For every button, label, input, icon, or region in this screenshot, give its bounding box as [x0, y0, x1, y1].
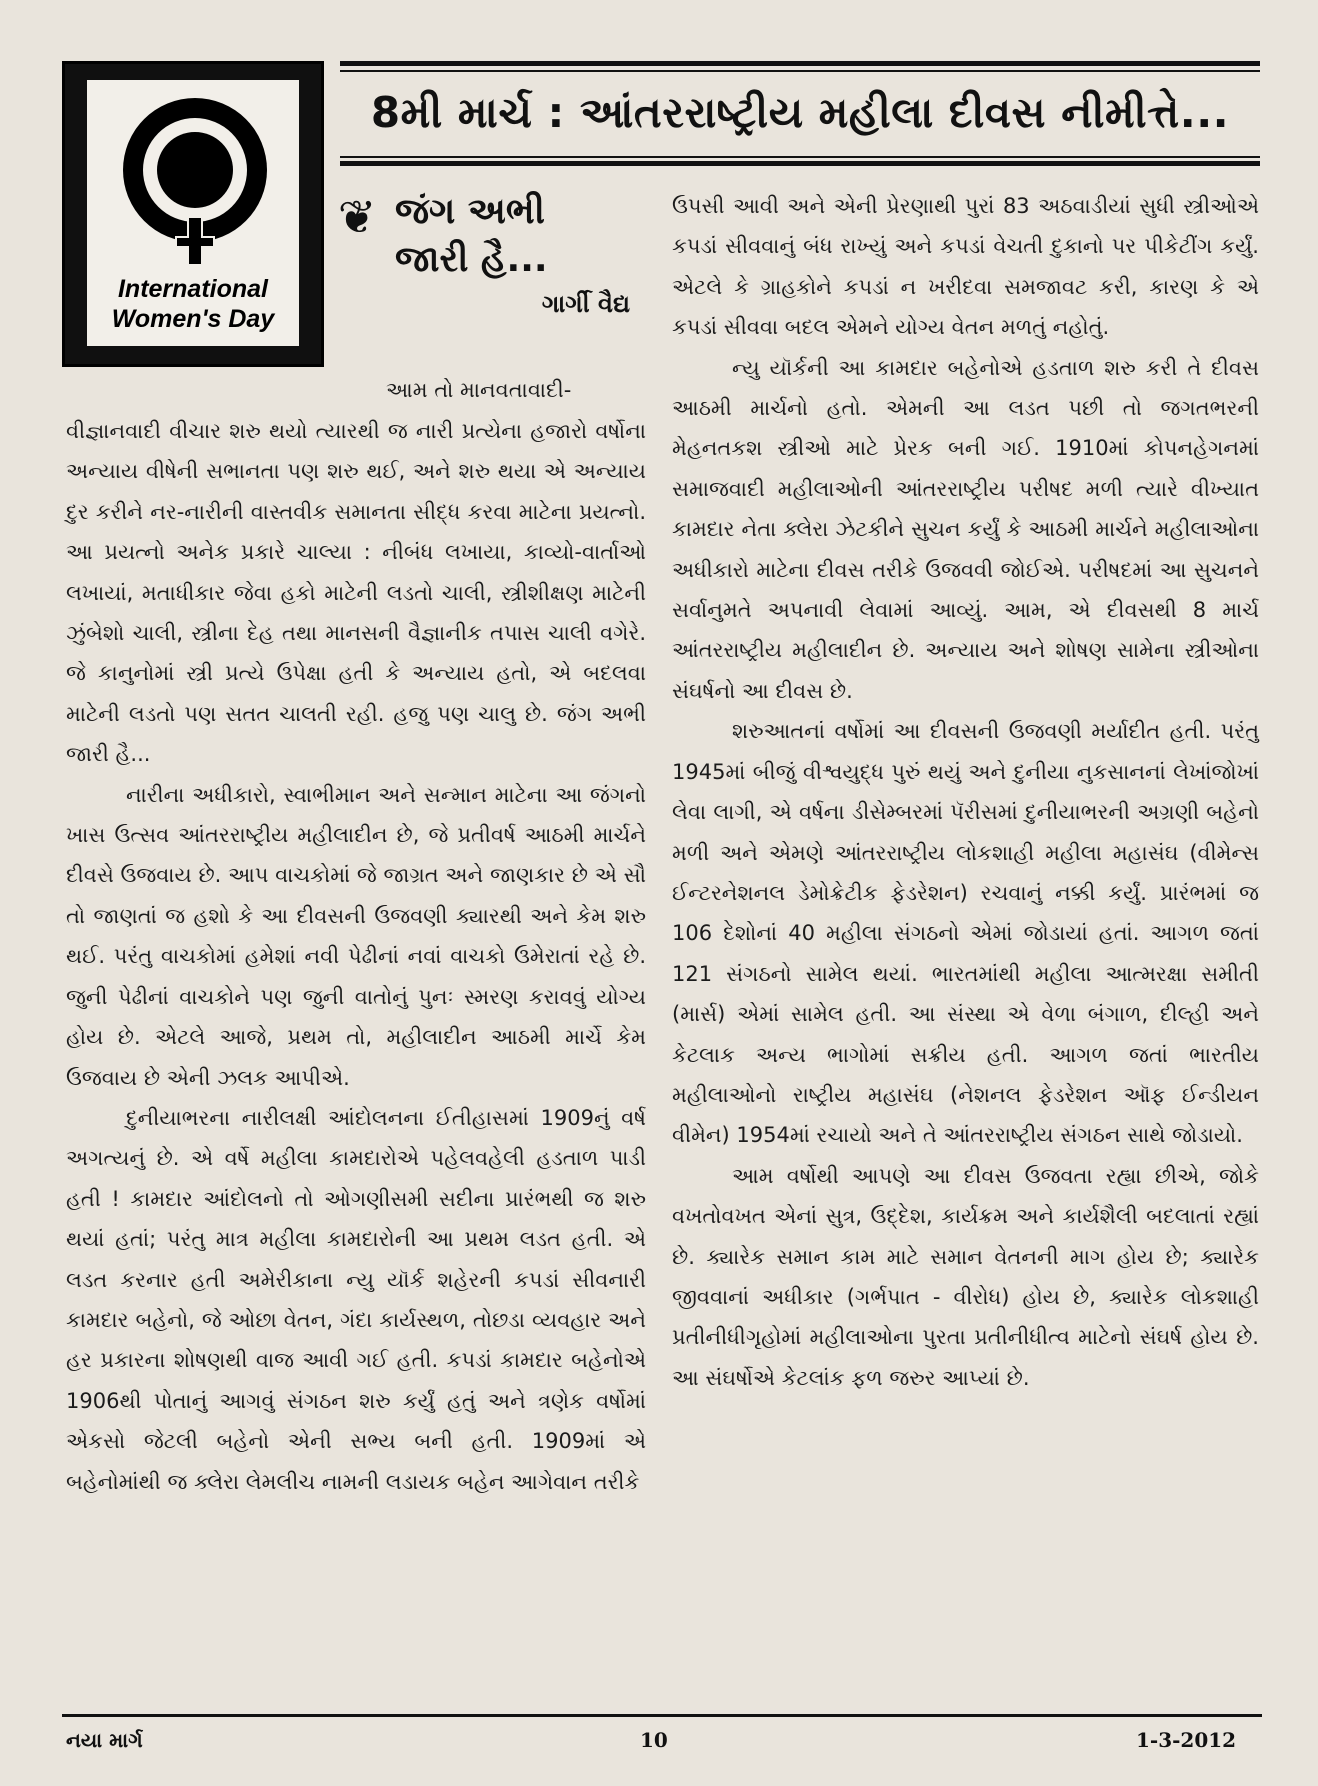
headline-bottom-rule-thin	[340, 156, 1260, 158]
author-name: ગાર્ગી વૈદ્ય	[541, 290, 630, 318]
logo-caption-line1: International	[117, 275, 268, 303]
footer-rule	[62, 1714, 1262, 1717]
logo-caption-line2: Women's Day	[111, 305, 275, 333]
paragraph: શરુઆતનાં વર્ષોમાં આ દીવસની ઉજવણી મર્યાદીત હતી. પરંતુ 1945માં બીજું વીશ્વયુદ્ધ પુરું થયું અને દુનીયા નુકસાનનાં લેખાંજોખાં લેવા લાગી, એ વર્ષના ડીસેમ્બરમાં પૅરીસમાં દુનીયાભરની અગ્રણી બહેનો મળી અને એમણે આંતરરાષ્ટ્રીય લોકશાહી મહીલા મહાસંઘ (વીમેન્સ ઈન્ટરનેશનલ ડેમોક્રેટીક ફેડરેશન) રચવાનું નક્કી કર્યું. પ્રારંભમાં જ 106 દેશોનાં 40 મહીલા સંગઠનો એમાં જોડાયાં હતાં. આગળ જતાં 121 સંગઠનો સામેલ થયાં. ભારતમાંથી મહીલા આત્મરક્ષા સમીતી (માર્સ) એમાં સામેલ હતી. આ સંસ્થા એ વેળા બંગાળ, દીલ્હી અને કેટલાક અન્ય ભાગોમાં સક્રીય હતી. આગળ જતાં ભારતીય મહીલાઓનો રાષ્ટ્રીય મહાસંઘ (નેશનલ ફેડરેશન ઑફ ઈન્ડીયન વીમેન) 1954માં રચાયો અને તે આંતરરાષ્ટ્રીય સંગઠન સાથે જોડાયો.	[672, 719, 1259, 1148]
womens-day-logo	[62, 61, 324, 367]
logo-panel	[87, 80, 299, 346]
paragraph: ન્યુ યૉર્કની આ કામદાર બહેનોએ હડતાળ શરુ કરી તે દીવસ આઠમી માર્ચનો હતો. એમની આ લડત પછી તો જગતભરની મેહનતકશ સ્ત્રીઓ માટે પ્રેરક બની ગઈ. 1910માં કોપનહેગનમાં સમાજવાદી મહીલાઓની આંતરરાષ્ટ્રીય પરીષદ મળી ત્યારે વીખ્યાત કામદાર નેતા ક્લેરા ઝેટકીને સુચન કર્યું કે આઠમી માર્ચને મહીલાઓના અધીકારો માટેના દીવસ તરીકે ઉજવવી જોઈએ. પરીષદમાં આ સુચનને સર્વાનુમતે અપનાવી લેવામાં આવ્યું. આમ, એ દીવસથી 8 માર્ચ આંતરરાષ્ટ્રીય મહીલાદીન છે. અન્યાય અને શોષણ સામેના સ્ત્રીઓના સંઘર્ષનો આ દીવસ છે.	[672, 355, 1259, 703]
left-column-opening	[66, 370, 646, 410]
paragraph: નારીના અધીકારો, સ્વાભીમાન અને સન્માન માટેના આ જંગનો ખાસ ઉત્સવ આંતરરાષ્ટ્રીય મહીલાદીન છે, જે પ્રતીવર્ષ આઠમી માર્ચને દીવસે ઉજવાય છે. આપ વાચકોમાં જે જાગ્રત અને જાણકાર છે એ સૌ તો જાણતાં જ હશો કે આ દીવસની ઉજવણી ક્યારથી અને કેમ શરુ થઈ. પરંતુ વાચકોમાં હમેશાં નવી પેઢીનાં નવાં વાચકો ઉમેરાતાં રહે છે. જુની પેઢીનાં વાચકોને પણ જુની વાતોનું પુનઃ સ્મરણ કરાવવું યોગ્ય હોય છે. એટલે આજે, પ્રથમ તો, મહીલાદીન આઠમી માર્ચે કેમ ઉજવાય છે એની ઝલક આપીએ.	[66, 782, 646, 1090]
subtitle-line2: જારી હૈ...	[395, 239, 548, 280]
footer-page-number: 10	[640, 1728, 668, 1752]
paragraph: વીજ્ઞાનવાદી વીચાર શરુ થયો ત્યારથી જ નારી પ્રત્યેના હજારો વર્ષોના અન્યાય વીષેની સભાનતા પણ શરુ થઈ, અને શરુ થયા એ અન્યાય દુર કરીને નર-નારીની વાસ્તવીક સમાનતા સીદ્ધ કરવા માટેના પ્રયત્નો. આ પ્રયત્નો અનેક પ્રકારે ચાલ્યા : નીબંધ લખાયા, કાવ્યો-વાર્તાઓ લખાયાં, મતાધીકાર જેવા હકો માટેની લડતો ચાલી, સ્ત્રીશીક્ષણ માટેની ઝુંબેશો ચાલી, સ્ત્રીના દેહ તથા માનસની વૈજ્ઞાનીક તપાસ ચાલી વગેરે. જે કાનુનોમાં સ્ત્રી પ્રત્યે ઉપેક્ષા હતી કે અન્યાય હતો, એ બદલવા માટેની લડતો પણ સતત ચાલતી રહી. હજુ પણ ચાલુ છે. જંગ અભી જારી હૈ...	[66, 419, 646, 767]
paragraph: ઉપસી આવી અને એની પ્રેરણાથી પુરાં 83 અઠવાડીયાં સુધી સ્ત્રીઓએ કપડાં સીવવાનું બંધ રાખ્યું અને કપડાં વેચતી દુકાનો પર પીકેટીંગ કર્યું. એટલે કે ગ્રાહકોને કપડાં ન ખરીદવા સમજાવટ કરી, કારણ કે એ કપડાં સીવવા બદલ એમને યોગ્ય વેતન મળતું નહોતું.	[672, 194, 1259, 340]
subtitle-line1: જંગ અભી	[395, 191, 545, 232]
headline-top-rule	[340, 61, 1260, 66]
footer-date: 1-3-2012	[1136, 1728, 1237, 1752]
headline-bottom-rule	[340, 161, 1260, 166]
page-headline: 8મી માર્ચ : આંતરરાષ્ટ્રીય મહીલા દીવસ નીમીત્તે...	[370, 88, 1230, 137]
paragraph: આમ વર્ષોથી આપણે આ દીવસ ઉજવતા રહ્યા છીએ, જોકે વખતોવખત એનાં સુત્ર, ઉદ્દેશ, કાર્યક્રમ અને કાર્યશૈલી બદલાતાં રહ્યાં છે. ક્યારેક સમાન કામ માટે સમાન વેતનની માગ હોય છે; ક્યારેક જીવવાનાં અધીકાર (ગર્ભપાત - વીરોધ) હોય છે, ક્યારેક લોકશાહી પ્રતીનીધીગૃહોમાં મહીલાઓના પુરતા પ્રતીનીધીત્વ માટેનો સંઘર્ષ હોય છે. આ સંઘર્ષોએ કેટલાંક ફળ જરુર આપ્યાં છે.	[672, 1163, 1259, 1390]
footer-publication: નયા માર્ગ	[66, 1728, 143, 1752]
paragraph: દુનીયાભરના નારીલક્ષી આંદોલનના ઈતીહાસમાં 1909નું વર્ષ અગત્યનું છે. એ વર્ષે મહીલા કામદારોએ પહેલવહેલી હડતાળ પાડી હતી ! કામદાર આંદોલનો તો ઓગણીસમી સદીના પ્રારંભથી જ શરુ થયાં હતાં; પરંતુ માત્ર મહીલા કામદારોની આ પ્રથમ લડત હતી. એ લડત કરનાર હતી અમેરીકાના ન્યુ યૉર્ક શહેરની કપડાં સીવનારી કામદાર બહેનો, જે ઓછા વેતન, ગંદા કાર્યસ્થળ, તોછડા વ્યવહાર અને હર પ્રકારના શોષણથી વાજ આવી ગઈ હતી. કપડાં કામદાર બહેનોએ 1906થી પોતાનું આગવું સંગઠન શરુ કર્યું હતું અને ત્રણેક વર્ષોમાં એકસો જેટલી બહેનો એની સભ્ય બની હતી. 1909માં એ બહેનોમાંથી જ ક્લેરા લેમલીચ નામની લડાયક બહેન આગેવાન તરીકે	[66, 1105, 646, 1494]
logo-caption	[87, 274, 299, 334]
article-subtitle	[395, 188, 655, 284]
venus-symbol-icon	[117, 90, 273, 266]
left-column	[66, 411, 646, 1502]
headline-top-rule-thin	[340, 70, 1260, 72]
opening-line: આમ તો માનવતાવાદી-	[386, 378, 572, 402]
decorative-ornament-icon: ❦	[337, 190, 377, 244]
right-column	[672, 186, 1259, 1398]
